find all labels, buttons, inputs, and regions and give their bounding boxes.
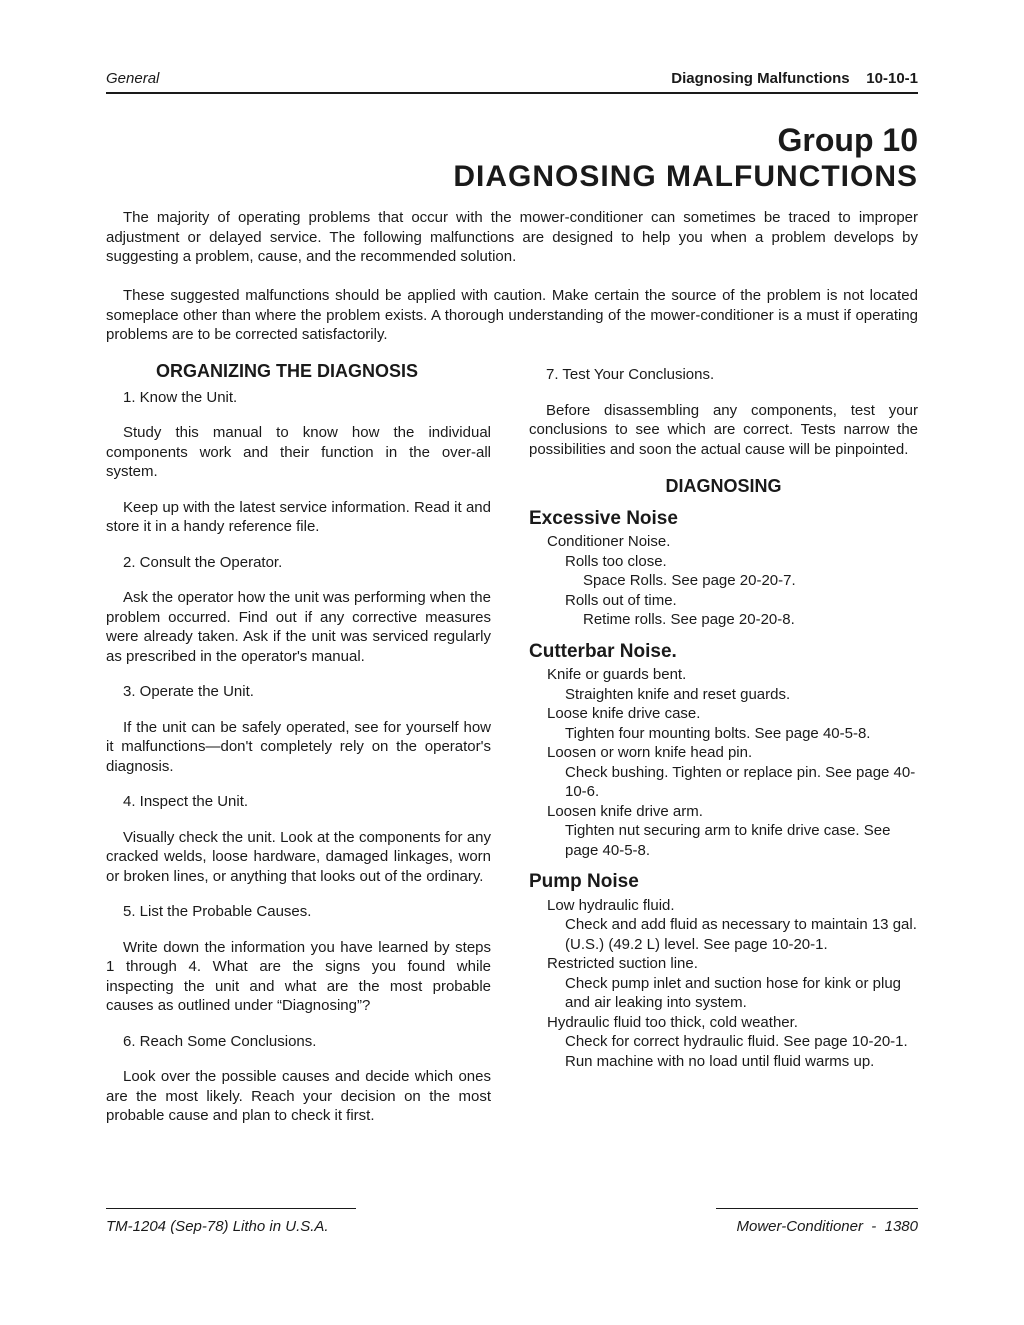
step-5-text: Write down the information you have learned by steps 1 through 4. What are the signs you found while inspecting the unit and what are the most probable causes as outlined under “Diagnosing”? <box>106 938 491 1014</box>
list-item: Loosen knife drive arm. <box>547 802 703 820</box>
list-item: Rolls too close. <box>565 552 667 570</box>
step-7-text: Before disassembling any components, test your conclusions to see which are correct. Tests narrow the possibilities and soon the actual cause will be pinpointed. <box>529 401 918 458</box>
step-3-title: 3. Operate the Unit. <box>123 683 254 700</box>
list-item: Check pump inlet and suction hose for kink or plug and air leaking into system. <box>565 974 902 1011</box>
footer-rule-right <box>716 1208 918 1209</box>
page-title: DIAGNOSING MALFUNCTIONS <box>453 160 918 193</box>
step-4-title: 4. Inspect the Unit. <box>123 793 249 810</box>
list-item: Check bushing. Tighten or replace pin. See page 40-10-6. <box>565 763 916 800</box>
step-6-title: 6. Reach Some Conclusions. <box>123 1032 317 1050</box>
list-item: Knife or guards bent. <box>547 666 687 683</box>
list-item: Straighten knife and reset guards. <box>565 685 791 703</box>
pump-noise-heading: Pump Noise <box>529 871 639 892</box>
step-6-text: Look over the possible causes and decide which ones are the most likely. Reach your decision on the most probable cause and plan to check it first. <box>106 1068 491 1124</box>
header-section-label: General <box>106 70 160 87</box>
organizing-title: ORGANIZING THE DIAGNOSIS <box>156 361 419 381</box>
list-item: Tighten nut securing arm to knife drive case. See page 40-5-8. <box>565 822 891 859</box>
cutterbar-noise-heading: Cutterbar Noise. <box>529 640 677 662</box>
step-1-text-2: Keep up with the latest service information. Read it and store it in a handy reference file. <box>106 498 491 535</box>
footer-model: Mower-Conditioner - 1380 <box>736 1218 918 1235</box>
intro-paragraph-2: These suggested malfunctions should be applied with caution. Make certain the source of the problem is not located someplace other than where the problem exists. A thorough understanding of the mower-conditioner is a must if operating problems are to be corrected satisfactorily. <box>106 287 918 343</box>
list-item: Loose knife drive case. <box>547 705 701 722</box>
list-item: Retime rolls. See page 20-20-8. <box>583 611 795 628</box>
list-item: Conditioner Noise. <box>547 533 671 550</box>
intro-paragraph-1: The majority of operating problems that occur with the mower-conditioner can sometimes be traced to improper adjustment or delayed service. The following malfunctions are designed to help you when a problem develops by suggesting a problem, cause, and the recommended solution. <box>106 209 918 265</box>
step-4-text: Visually check the unit. Look at the components for any cracked welds, loose hardware, damaged linkages, worn or broken lines, or anything that looks out of the ordinary. <box>106 828 491 885</box>
diagnosing-title: DIAGNOSING <box>665 476 782 496</box>
list-item: Check for correct hydraulic fluid. See page 10-20-1. <box>565 1033 908 1050</box>
step-1-text: Study this manual to know how the individual components work and their function in the over-all system. <box>106 424 491 480</box>
list-item: Rolls out of time. <box>565 591 677 609</box>
list-item: Tighten four mounting bolts. See page 40-5-8. <box>565 724 871 742</box>
footer-rule-left <box>106 1208 356 1209</box>
list-item: Low hydraulic fluid. <box>547 896 675 914</box>
excessive-noise-heading: Excessive Noise <box>529 507 678 529</box>
list-item: Restricted suction line. <box>547 955 698 972</box>
group-title: Group 10 <box>777 122 918 158</box>
step-1-title: 1. Know the Unit. <box>123 388 238 406</box>
step-2-text: Ask the operator how the unit was performing when the problem occurred. Find out if any corrective measures were already taken. Ask if the unit was serviced regularly as prescribed in the operator's manual. <box>106 589 491 665</box>
step-3-text: If the unit can be safely operated, see for yourself how it malfunctions—don't completely rely on the operator's diagnosis. <box>106 718 491 775</box>
step-7-title: 7. Test Your Conclusions. <box>546 366 715 383</box>
page-header <box>106 70 918 94</box>
header-page-ref: Diagnosing Malfunctions 10-10-1 <box>671 70 918 87</box>
list-item: Space Rolls. See page 20-20-7. <box>583 572 796 589</box>
list-item: Run machine with no load until fluid warms up. <box>565 1052 875 1070</box>
list-item: Hydraulic fluid too thick, cold weather. <box>547 1013 798 1031</box>
footer-publication: TM-1204 (Sep-78) Litho in U.S.A. <box>106 1218 329 1235</box>
right-column <box>529 365 918 1071</box>
step-5-title: 5. List the Probable Causes. <box>123 903 312 920</box>
step-2-title: 2. Consult the Operator. <box>123 553 283 571</box>
left-column <box>106 362 491 1126</box>
list-item: Check and add fluid as necessary to maintain 13 gal. (U.S.) (49.2 L) level. See page 10-20-1. <box>565 916 917 953</box>
list-item: Loosen or worn knife head pin. <box>547 744 753 761</box>
